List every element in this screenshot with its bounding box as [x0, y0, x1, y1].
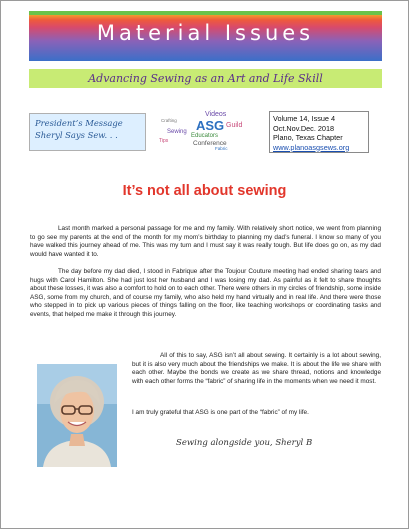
article-paragraph: I am truly grateful that ASG is one part of the “fabric” of my life.	[132, 409, 309, 416]
word-cloud-word: Guild	[226, 122, 243, 129]
tagline-bar	[29, 69, 382, 88]
president-message-heading: President’s Message	[35, 118, 123, 128]
article-paragraph	[30, 268, 381, 320]
word-cloud-word: Crafting	[161, 118, 177, 123]
word-cloud-word: Videos	[205, 111, 227, 118]
article-paragraph	[30, 225, 381, 259]
paragraph-text: The day before my dad died, I stood in Fabrique after the Toujour Couture meeting had ended sharing tears and hugs with Carol Hamilton. She had just lost her husband and I was losing my dad. As painful as it felt to share thoughts about these losses, it was also a comfort to hold on to each other. There were others in my circles of friendship, some inside ASG, some from my church, and of course my family, who also held my hand virtually and in real life. And there were those who stepped in to pick up various pieces of things falling on the floor, like teaching workshops or coordinating tasks and events, that helped me make it through this journey.	[30, 268, 381, 318]
author-photo	[37, 364, 117, 467]
paragraph-text: Last month marked a personal passage for me and my family. With relatively short notice, we went from planning to go see my parents at the end of the month for my mom’s birthday to planning my dad’s funeral. I know so many of you have walked this journey ahead of me. This was my turn and I must say it was really tough. But life does go on, as my dad would have wanted it to.	[30, 225, 381, 258]
word-cloud-word: Sewing	[167, 129, 187, 135]
paragraph-text: All of this to say, ASG isn’t all about sewing. It certainly is a lot about sewing, but it is also very much about the friendships we make. It is about the life we share with each other. Maybe the bonds we create as we share thread, notions and knowledge with each other forms the “fabric” of sharing life in the moments when we need it most.	[132, 352, 381, 385]
chapter-name: Plano, Texas Chapter	[273, 133, 343, 142]
word-cloud-word: Educators	[191, 133, 219, 139]
issue-info-box	[269, 111, 369, 153]
word-cloud-word: Conference	[193, 140, 227, 147]
newsletter-title: Material Issues	[96, 21, 315, 45]
president-message-box	[29, 113, 146, 151]
signature: Sewing alongside you, Sheryl B	[176, 438, 313, 448]
issue-date: Oct.Nov.Dec. 2018	[273, 123, 335, 133]
word-cloud-word: ASG	[196, 118, 225, 133]
article-paragraph	[132, 352, 381, 386]
asg-word-cloud-image	[153, 109, 257, 154]
word-cloud-word: Fabric	[215, 146, 228, 151]
article-headline: It’s not all about sewing	[122, 183, 287, 199]
website-link[interactable]: www.planoasgsews.org	[273, 142, 350, 152]
president-message-subheading: Sheryl Says Sew. . .	[35, 130, 118, 140]
volume-issue: Volume 14, Issue 4	[273, 114, 336, 123]
word-cloud-word: Tips	[159, 138, 169, 144]
tagline: Advancing Sewing as an Art and Life Skill	[88, 72, 323, 85]
masthead-banner	[29, 11, 382, 61]
